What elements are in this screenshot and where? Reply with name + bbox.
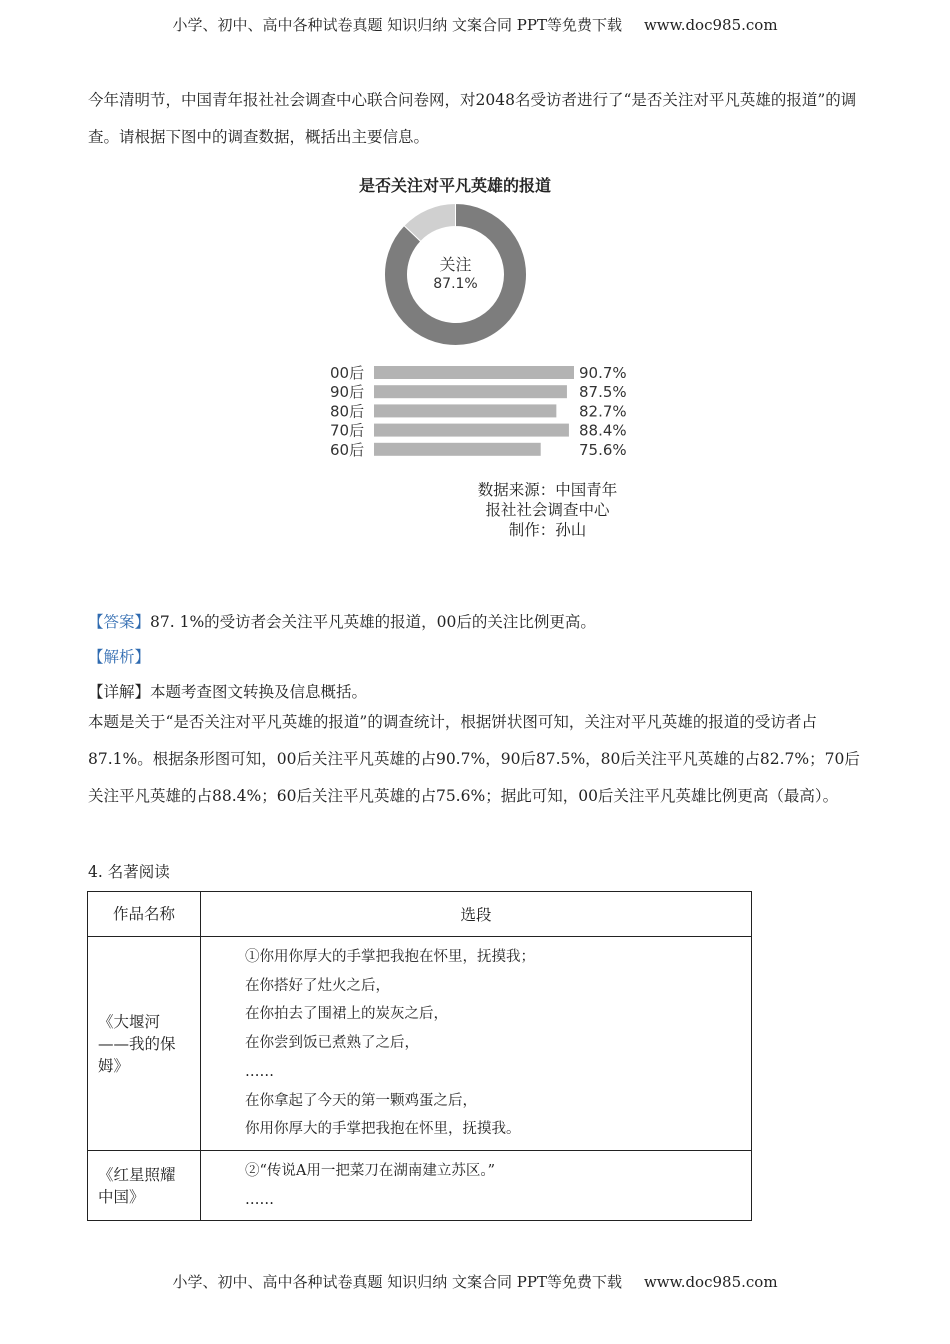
detail-line (88, 680, 367, 702)
intro-paragraph: 今年清明节，中国青年报社社会调查中心联合问卷网，对2048名受访者进行了“是否关注对平凡英雄的报道”的调查。请根据下图中的调查数据，概括出主要信息。 (88, 91, 857, 146)
bar-category-label: 80后 (330, 402, 365, 421)
excerpt-line: 在你拍去了围裙上的炭灰之后， (245, 1006, 448, 1023)
analysis-tag: 【解析】 (88, 648, 151, 666)
bar (374, 443, 541, 456)
excerpt-line: …… (245, 1191, 274, 1208)
excerpt-line: 在你拿起了今天的第一颗鸡蛋之后， (245, 1092, 477, 1109)
bar (374, 404, 556, 417)
donut-center-value: 87.1% (433, 276, 478, 292)
header-url[interactable]: www.doc985.com (643, 16, 778, 34)
bar-value-label: 82.7% (579, 402, 627, 421)
detail-text: 本题考查图文转换及信息概括。 (150, 683, 368, 701)
excerpt-cell (201, 1151, 752, 1221)
header-cell-name: 作品名称 (88, 892, 201, 937)
source-line-2: 报社社会调查中心 (485, 501, 610, 519)
donut-chart (383, 202, 528, 347)
excerpt-line: 你用你厚大的手掌把我抱在怀里，抚摸我。 (245, 1121, 521, 1138)
answer-tag: 【答案】 (88, 613, 151, 631)
bar-value-label: 88.4% (579, 421, 627, 440)
excerpt-line: ②“传说A用一把菜刀在湖南建立苏区。” (245, 1162, 496, 1179)
bar-value-label: 90.7% (579, 364, 627, 382)
excerpt-line: 在你搭好了灶火之后， (245, 977, 390, 994)
excerpt-line: …… (245, 1063, 274, 1080)
footer-url[interactable]: www.doc985.com (643, 1273, 778, 1291)
bar-category-label: 60后 (330, 440, 365, 459)
bar-category-label: 70后 (330, 421, 365, 440)
header-text: 小学、初中、高中各种试卷真题 知识归纳 文案合同 PPT等免费下载 (172, 16, 622, 34)
donut-center-label: 关注 (439, 255, 472, 274)
bar-value-label: 75.6% (579, 440, 627, 459)
table-row (88, 937, 752, 1151)
detail-tag: 【详解】 (88, 683, 151, 701)
excerpt-line: 在你尝到饭已煮熟了之后， (245, 1035, 419, 1052)
explanation-paragraph: 本题是关于“是否关注对平凡英雄的报道”的调查统计，根据饼状图可知，关注对平凡英雄的报道的受访者占87.1%。根据条形图可知，00后关注平凡英雄的占90.7%，90后87.5%，80后关注平凡英雄的占82.7%；70后关注平凡英雄的占88.4%；60后关注平凡英雄的占75.6%；据此可知，00后关注平凡英雄比例更高（最高）。 (88, 713, 860, 805)
source-line-3: 制作：孙山 (508, 521, 587, 539)
chart-source (440, 480, 655, 540)
header-cell-excerpt: 选段 (201, 892, 752, 937)
work-name: 《大堰河——我的保姆》 (88, 937, 201, 1151)
question-4: 4. 名著阅读 (88, 863, 170, 881)
answer-line (88, 610, 596, 632)
excerpt-line: ①你用你厚大的手掌把我抱在怀里，抚摸我； (245, 949, 535, 966)
work-name: 《红星照耀中国》 (88, 1151, 201, 1221)
bar-category-label: 90后 (330, 383, 365, 402)
table-row (88, 1151, 752, 1221)
bar-value-label: 87.5% (579, 383, 627, 402)
bar (374, 385, 567, 398)
answer-text: 87. 1%的受访者会关注平凡英雄的报道，00后的关注比例更高。 (150, 613, 596, 631)
works-table (87, 891, 752, 1221)
page-footer (0, 1271, 950, 1292)
age-bar-chart (320, 362, 640, 464)
bar (374, 424, 569, 437)
footer-text: 小学、初中、高中各种试卷真题 知识归纳 文案合同 PPT等免费下载 (172, 1273, 622, 1291)
excerpt-cell (201, 937, 752, 1151)
source-line-1: 数据来源：中国青年 (477, 481, 618, 499)
table-header-row (88, 892, 752, 937)
bar (374, 366, 574, 379)
page-header (0, 14, 950, 35)
bar-category-label: 00后 (330, 364, 365, 382)
chart-title: 是否关注对平凡英雄的报道 (358, 176, 551, 195)
